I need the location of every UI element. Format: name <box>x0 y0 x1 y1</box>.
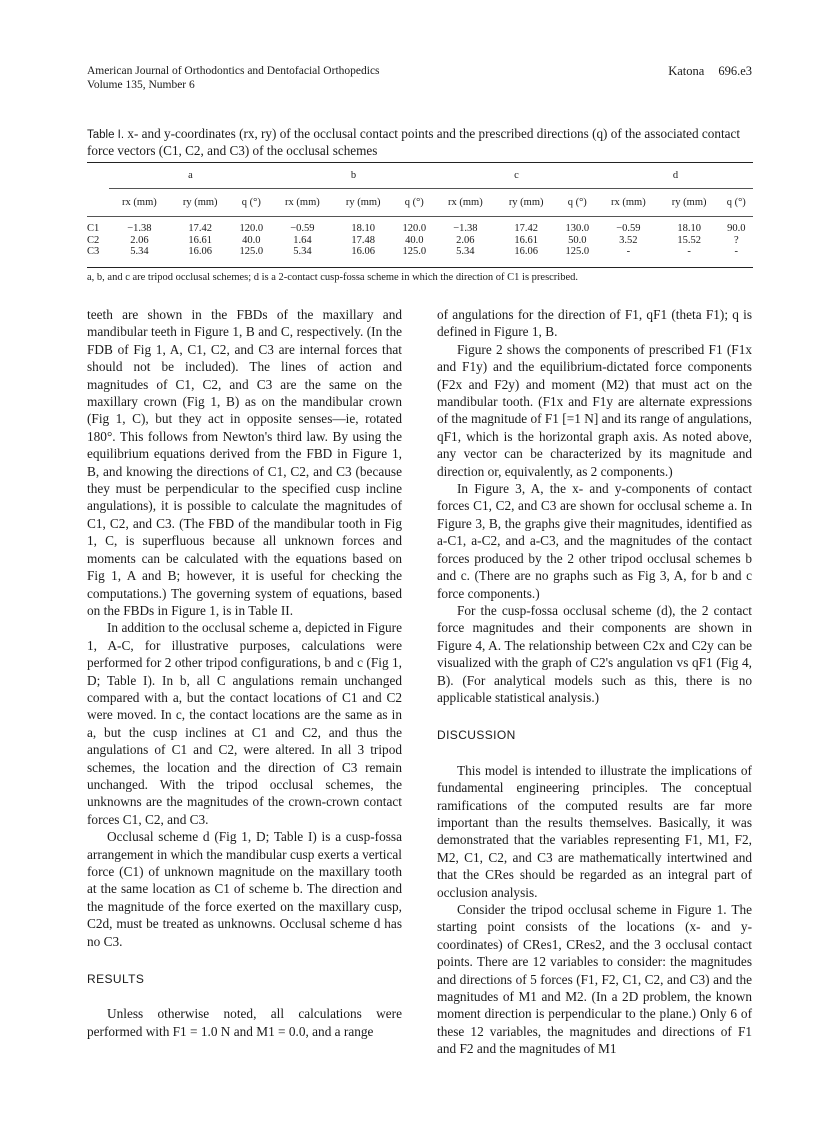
table-cell: 40.0 <box>405 234 424 246</box>
table-cell: −0.59 <box>616 223 641 234</box>
table-caption <box>87 126 753 159</box>
table-caption-text: x- and y-coordinates (rx, ry) of the occlusal contact points and the prescribed directions (q) of the associated contact force vectors (C1, C2, and C3) of the occlusal schemes <box>87 126 741 158</box>
table-cell: 2.06 <box>130 234 149 246</box>
journal-volume: Volume 135, Number 6 <box>87 79 195 91</box>
table-cell: - <box>626 246 631 257</box>
table-row <box>87 235 753 247</box>
table-cell: 2.06 <box>456 234 475 246</box>
group-header: d <box>598 163 753 189</box>
table-cell: 17.48 <box>351 234 375 246</box>
table-cell: - <box>734 246 739 257</box>
table-cell: 16.61 <box>188 234 212 246</box>
table-cell: 16.61 <box>514 234 538 246</box>
journal-title: American Journal of Orthodontics and Dentofacial Orthopedics <box>87 65 380 77</box>
table-cell: 90.0 <box>727 223 746 234</box>
left-text-column <box>87 306 402 1040</box>
column-header: rx (mm) <box>285 197 320 208</box>
column-header: q (°) <box>567 197 587 208</box>
column-header: ry (mm) <box>345 197 381 208</box>
table-column-header <box>87 189 753 217</box>
table-cell: 16.06 <box>351 246 375 257</box>
table-cell: 125.0 <box>239 246 264 257</box>
table-label: Table I. <box>87 129 125 141</box>
running-header-journal <box>87 64 380 92</box>
table-cell: 130.0 <box>565 223 590 234</box>
table-cell: 125.0 <box>402 246 427 257</box>
column-header: ry (mm) <box>182 197 218 208</box>
table-cell: 1.64 <box>293 234 312 246</box>
table-cell: 5.34 <box>293 246 312 257</box>
column-header: ry (mm) <box>508 197 544 208</box>
body-paragraph: In Figure 3, A, the x- and y-components of contact forces C1, C2, and C3 are shown for occlusal scheme a. In Figure 3, B, the graphs give their magnitudes, identified as a-C1, a-C2, and a-C3, and the magnitudes of the contact forces produced by the 2 other tripod occlusal schemes b and c. (There are no graphs such as Fig 3, A, for b and c force components.) <box>437 481 752 601</box>
table-cell: −1.38 <box>453 223 478 234</box>
body-paragraph: of angulations for the direction of F1, qF1 (theta F1); q is defined in Figure 1, B. <box>437 307 752 340</box>
table-cell: 40.0 <box>242 234 261 246</box>
right-text-column <box>437 306 752 1058</box>
body-paragraph: For the cusp-fossa occlusal scheme (d), the 2 contact force magnitudes and their components are shown in Figure 4, A. The relationship between C2x and C2y can be visualized with the graph of C2's angulation vs qF1 (Fig 4, B). (For analytical models such as this, there is no applicable statistical analysis.) <box>437 602 752 705</box>
column-header: q (°) <box>726 197 746 208</box>
running-header-page <box>668 64 752 78</box>
table-cell: ? <box>733 234 739 246</box>
row-label: C1 <box>87 223 100 234</box>
table-cell: 120.0 <box>402 223 427 234</box>
table-cell: −0.59 <box>290 223 315 234</box>
table-cell: −1.38 <box>127 223 152 234</box>
group-header: c <box>435 163 598 189</box>
table-group-header <box>87 163 753 189</box>
table-cell: 16.06 <box>514 246 538 257</box>
table-cell: 3.52 <box>619 234 638 246</box>
section-heading-discussion: DISCUSSION <box>437 728 516 743</box>
table-cell: 18.10 <box>677 223 701 234</box>
table-cell: - <box>687 246 691 257</box>
table-cell: 17.42 <box>188 223 212 234</box>
table-cell: 5.34 <box>130 246 149 257</box>
table-cell: 50.0 <box>568 234 587 246</box>
group-header: a <box>109 163 272 189</box>
table-cell: 125.0 <box>565 246 590 257</box>
column-header: q (°) <box>404 197 424 208</box>
body-paragraph: Consider the tripod occlusal scheme in Figure 1. The starting point consists of the locations (x- and y-coordinates) of CRes1, CRes2, and the 3 occlusal contact points. There are 12 variables to consider: the magnitudes and directions of 5 forces (F1, F2, C1, C2, and C3) and the magnitudes of M1 and M2. (In a 2D problem, the known moment direction is perpendicular to the plane.) Only 6 of these 12 variables, the magnitudes and directions of F1 and F2 and the magnitudes of M1 <box>437 902 752 1057</box>
group-header: b <box>272 163 435 189</box>
table-cell: 16.06 <box>188 246 212 257</box>
coordinates-table <box>87 162 753 268</box>
column-header: rx (mm) <box>122 197 157 208</box>
table-cell: 120.0 <box>239 223 264 234</box>
row-label: C3 <box>87 246 100 257</box>
table-row <box>87 217 753 235</box>
section-heading-results: RESULTS <box>87 972 145 987</box>
column-header: q (°) <box>241 197 261 208</box>
body-paragraph: In addition to the occlusal scheme a, depicted in Figure 1, A-C, for illustrative purposes, calculations were performed for 2 other tripod configurations, b and c (Fig 1, D; Table I). In b, all C angulations remain unchanged compared with a, but the contact locations of C1 and C2 were moved. In c, the contact locations are the same as in a, but the cusp inclines at C1 and C2, and thus the angulations of C1 and C2, were altered. In all 3 tripod schemes, the location and the direction of C3 remain unchanged. With the tripod occlusal schemes, the unknowns are the magnitudes of the crown-crown contact forces C1, C2, and C3. <box>87 620 402 827</box>
table-footnote: a, b, and c are tripod occlusal schemes; d is a 2-contact cusp-fossa scheme in which the direction of C1 is prescribed. <box>87 272 579 283</box>
column-header: ry (mm) <box>671 197 707 208</box>
table-cell: 5.34 <box>456 246 475 257</box>
table-row <box>87 246 753 267</box>
author-name: Katona <box>668 64 705 78</box>
table-cell: 17.42 <box>514 223 538 234</box>
column-header: rx (mm) <box>448 197 483 208</box>
table-cell: 15.52 <box>677 234 701 246</box>
table-cell: 18.10 <box>351 223 375 234</box>
body-paragraph: Unless otherwise noted, all calculations were performed with F1 = 1.0 N and M1 = 0.0, and a range <box>87 1006 402 1039</box>
page-number: 696.e3 <box>718 64 752 78</box>
body-paragraph: This model is intended to illustrate the implications of fundamental engineering principles. The conceptual ramifications of the computed results are far more important than the results themselves. Basically, it was demonstrated that the variables representing F1, M1, F2, M2, C1, C2, and C3 are mathematically intertwined and that the CRes should be regarded as an integral part of occlusion analysis. <box>437 762 752 900</box>
body-paragraph: teeth are shown in the FBDs of the maxillary and mandibular teeth in Figure 1, B and C, respectively. (In the FDB of Fig 1, A, C1, C2, and C3 are internal forces that should not be included). The lines of action and magnitudes of C1, C2, and C3 are the same on the maxillary crown (Fig 1, B) as on the mandibular crown (Fig 1, C), but they act in opposite senses—ie, rotated 180°. This follows from Newton's third law. By using the equilibrium equations derived from the FBD in Figure 1, B, and knowing the directions of C1, C2, and C3 (because they must be perpendicular to the specified cusp incline angulations), it is possible to calculate the magnitudes of C1, C2, and C3. (The FBD of the mandibular tooth in Fig 1, C, is superfluous because all unknown forces and moments can be calculated with the equations based on Fig 1, A and B; however, it is useful for checking the computations.) The governing system of equations, based on the FBDs in Figure 1, is in Table II. <box>87 307 402 618</box>
column-header: rx (mm) <box>611 197 646 208</box>
body-paragraph: Occlusal scheme d (Fig 1, D; Table I) is a cusp-fossa arrangement in which the mandibular cusp exerts a vertical force (C1) of unknown magnitude on the maxillary tooth at the same location as C1 of scheme b. The direction and the magnitude of the force exerted on the maxillary cusp, C2d, must be treated as unknowns. Occlusal scheme d has no C3. <box>87 829 402 949</box>
body-paragraph: Figure 2 shows the components of prescribed F1 (F1x and F1y) and the equilibrium-dictated force components (F2x and F2y) and moment (M2) that must act on the mandibular tooth. (F1x and F1y are alternate expressions of the magnitude of F1 [=1 N] and its range of angulations, qF1, which is the horizontal graph axis. As noted above, any vector can be characterized by its magnitude and direction or, equivalently, as 2 components.) <box>437 341 752 479</box>
row-label: C2 <box>87 234 100 246</box>
